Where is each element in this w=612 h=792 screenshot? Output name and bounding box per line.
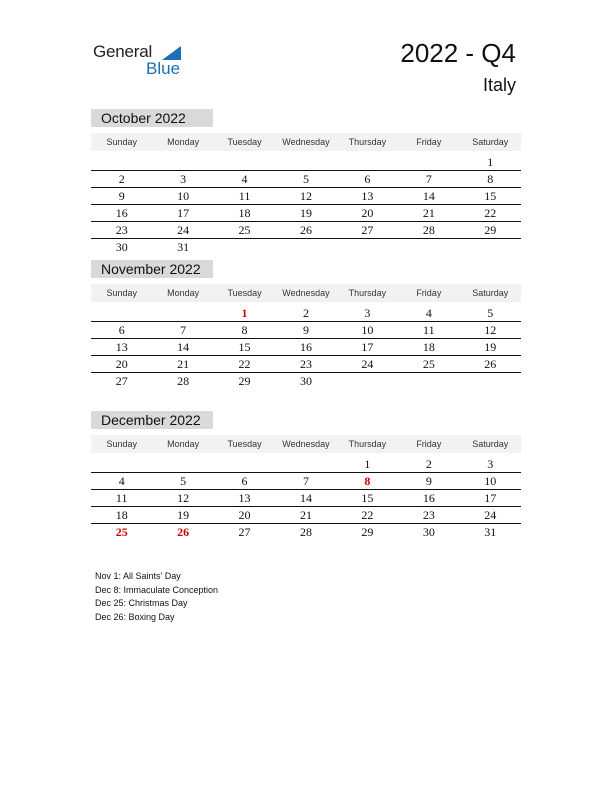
day-cell: 20 xyxy=(115,357,128,371)
week-row xyxy=(91,171,521,188)
weekday-label: Saturday xyxy=(472,137,509,147)
day-cell: 21 xyxy=(422,206,435,220)
day-cell: 6 xyxy=(118,323,125,337)
day-cell: 1 xyxy=(487,155,494,169)
weekday-header-row xyxy=(91,133,521,151)
day-cell: 8 xyxy=(487,172,494,186)
day-cell: 4 xyxy=(425,306,432,320)
empty-day-cell xyxy=(91,456,152,472)
day-cell: 14 xyxy=(299,491,312,505)
month-label: December 2022 xyxy=(91,411,213,429)
empty-day-cell xyxy=(398,373,459,389)
holiday-note: Dec 26: Boxing Day xyxy=(95,611,175,622)
holiday-day-cell: 8 xyxy=(364,474,371,488)
day-cell: 12 xyxy=(299,189,312,203)
weekday-label: Saturday xyxy=(472,288,509,298)
day-cell: 22 xyxy=(484,206,497,220)
week-row xyxy=(91,239,521,255)
weekday-label: Monday xyxy=(167,288,200,298)
day-cell: 20 xyxy=(361,206,374,220)
day-cell: 18 xyxy=(422,340,435,354)
weekday-label: Wednesday xyxy=(282,137,330,147)
holiday-day-cell: 26 xyxy=(177,525,190,539)
empty-day-cell xyxy=(152,456,213,472)
weekday-label: Thursday xyxy=(348,288,387,298)
week-row xyxy=(91,154,521,171)
empty-day-cell xyxy=(91,305,152,321)
day-cell: 27 xyxy=(115,374,128,388)
day-cell: 12 xyxy=(484,323,497,337)
holiday-note: Nov 1: All Saints’ Day xyxy=(95,571,181,581)
weekday-label: Sunday xyxy=(106,137,137,147)
month-october xyxy=(91,109,521,255)
day-cell: 11 xyxy=(423,323,435,337)
day-cell: 23 xyxy=(115,223,128,237)
empty-day-cell xyxy=(337,239,398,255)
day-cell: 28 xyxy=(177,374,190,388)
day-cell: 9 xyxy=(302,323,309,337)
week-row xyxy=(91,456,521,473)
day-cell: 16 xyxy=(422,491,435,505)
day-cell: 23 xyxy=(299,357,312,371)
empty-day-cell xyxy=(398,239,459,255)
day-cell: 8 xyxy=(241,323,248,337)
weekday-label: Saturday xyxy=(472,439,509,449)
day-cell: 30 xyxy=(299,374,312,388)
day-cell: 23 xyxy=(422,508,435,522)
weekday-label: Monday xyxy=(167,137,200,147)
day-cell: 24 xyxy=(361,357,374,371)
day-cell: 21 xyxy=(177,357,190,371)
day-cell: 4 xyxy=(241,172,248,186)
day-cell: 30 xyxy=(422,525,435,539)
day-cell: 25 xyxy=(422,357,435,371)
day-cell: 16 xyxy=(115,206,128,220)
day-cell: 14 xyxy=(177,340,190,354)
day-cell: 15 xyxy=(238,340,251,354)
empty-day-cell xyxy=(275,239,336,255)
week-row xyxy=(91,356,521,373)
day-cell: 3 xyxy=(487,457,494,471)
empty-day-cell xyxy=(214,154,275,170)
weekday-label: Thursday xyxy=(348,137,387,147)
day-cell: 7 xyxy=(180,323,187,337)
holiday-note: Dec 8: Immaculate Conception xyxy=(95,584,219,595)
week-row xyxy=(91,507,521,524)
week-row xyxy=(91,473,521,490)
week-row xyxy=(91,322,521,339)
day-cell: 17 xyxy=(361,340,374,354)
empty-day-cell xyxy=(275,154,336,170)
day-cell: 3 xyxy=(180,172,187,186)
empty-day-cell xyxy=(214,456,275,472)
day-cell: 18 xyxy=(238,206,251,220)
day-cell: 13 xyxy=(361,189,374,203)
empty-day-cell xyxy=(337,373,398,389)
day-cell: 9 xyxy=(425,474,432,488)
day-cell: 31 xyxy=(484,525,497,539)
day-cell: 31 xyxy=(177,240,190,254)
day-cell: 29 xyxy=(238,374,251,388)
weekday-label: Tuesday xyxy=(227,137,262,147)
empty-day-cell xyxy=(460,239,521,255)
holiday-notes xyxy=(95,570,218,624)
week-row xyxy=(91,524,521,540)
day-cell: 12 xyxy=(177,491,190,505)
week-row xyxy=(91,222,521,239)
day-cell: 26 xyxy=(299,223,312,237)
logo-text-blue: Blue xyxy=(146,59,181,78)
day-cell: 15 xyxy=(484,189,497,203)
day-cell: 13 xyxy=(238,491,251,505)
empty-day-cell xyxy=(337,154,398,170)
week-row xyxy=(91,490,521,507)
day-cell: 19 xyxy=(299,206,312,220)
day-cell: 28 xyxy=(299,525,312,539)
day-cell: 28 xyxy=(422,223,435,237)
logo-triangle-icon xyxy=(162,46,181,60)
day-cell: 2 xyxy=(302,306,309,320)
day-cell: 7 xyxy=(302,474,309,488)
day-cell: 5 xyxy=(180,474,187,488)
day-cell: 17 xyxy=(484,491,497,505)
empty-day-cell xyxy=(91,154,152,170)
day-cell: 6 xyxy=(364,172,371,186)
day-cell: 4 xyxy=(118,474,125,488)
day-cell: 7 xyxy=(425,172,432,186)
day-cell: 6 xyxy=(241,474,248,488)
empty-day-cell xyxy=(275,456,336,472)
empty-day-cell xyxy=(214,239,275,255)
day-cell: 19 xyxy=(177,508,190,522)
day-cell: 15 xyxy=(361,491,374,505)
holiday-day-cell: 25 xyxy=(115,525,128,539)
weekday-header-row xyxy=(91,284,521,302)
month-label: November 2022 xyxy=(91,260,213,278)
day-cell: 16 xyxy=(299,340,312,354)
day-cell: 2 xyxy=(118,172,125,186)
weekday-label: Friday xyxy=(416,288,442,298)
day-cell: 1 xyxy=(364,457,371,471)
day-cell: 21 xyxy=(299,508,312,522)
day-cell: 30 xyxy=(115,240,128,254)
week-row xyxy=(91,188,521,205)
day-cell: 29 xyxy=(484,223,497,237)
day-cell: 11 xyxy=(238,189,251,203)
month-label: October 2022 xyxy=(91,109,213,127)
day-cell: 13 xyxy=(115,340,128,354)
weekday-label: Tuesday xyxy=(227,439,262,449)
day-cell: 19 xyxy=(484,340,497,354)
day-cell: 5 xyxy=(302,172,309,186)
holiday-note: Dec 25: Christmas Day xyxy=(95,598,188,608)
empty-day-cell xyxy=(398,154,459,170)
empty-day-cell xyxy=(152,305,213,321)
empty-day-cell xyxy=(152,154,213,170)
weekday-label: Friday xyxy=(416,137,442,147)
week-row xyxy=(91,305,521,322)
day-cell: 29 xyxy=(361,525,374,539)
day-cell: 10 xyxy=(361,323,374,337)
country-name: Italy xyxy=(482,75,516,95)
day-cell: 24 xyxy=(484,508,497,522)
day-cell: 10 xyxy=(177,189,190,203)
quarter-title: 2022 - Q4 xyxy=(400,38,516,68)
month-november xyxy=(91,260,521,389)
day-cell: 24 xyxy=(177,223,190,237)
weekday-label: Wednesday xyxy=(282,288,330,298)
day-cell: 27 xyxy=(238,525,251,539)
weekday-label: Wednesday xyxy=(282,439,330,449)
week-row xyxy=(91,205,521,222)
weekday-label: Sunday xyxy=(106,439,137,449)
day-cell: 26 xyxy=(484,357,497,371)
day-cell: 22 xyxy=(238,357,251,371)
logo-text-general: General xyxy=(93,42,153,61)
day-cell: 3 xyxy=(364,306,371,320)
day-cell: 22 xyxy=(361,508,374,522)
empty-day-cell xyxy=(460,373,521,389)
day-cell: 17 xyxy=(177,206,190,220)
day-cell: 18 xyxy=(115,508,128,522)
day-cell: 9 xyxy=(118,189,125,203)
generalblue-logo xyxy=(93,42,193,80)
weekday-label: Sunday xyxy=(106,288,137,298)
weekday-label: Monday xyxy=(167,439,200,449)
holiday-day-cell: 1 xyxy=(241,306,248,320)
week-row xyxy=(91,373,521,389)
day-cell: 10 xyxy=(484,474,497,488)
weekday-label: Friday xyxy=(416,439,442,449)
weekday-label: Thursday xyxy=(348,439,387,449)
day-cell: 20 xyxy=(238,508,251,522)
weekday-label: Tuesday xyxy=(227,288,262,298)
day-cell: 14 xyxy=(422,189,435,203)
day-cell: 25 xyxy=(238,223,251,237)
month-december xyxy=(91,411,521,540)
day-cell: 2 xyxy=(425,457,432,471)
day-cell: 11 xyxy=(115,491,128,505)
week-row xyxy=(91,339,521,356)
weekday-header-row xyxy=(91,435,521,453)
day-cell: 5 xyxy=(487,306,494,320)
day-cell: 27 xyxy=(361,223,374,237)
